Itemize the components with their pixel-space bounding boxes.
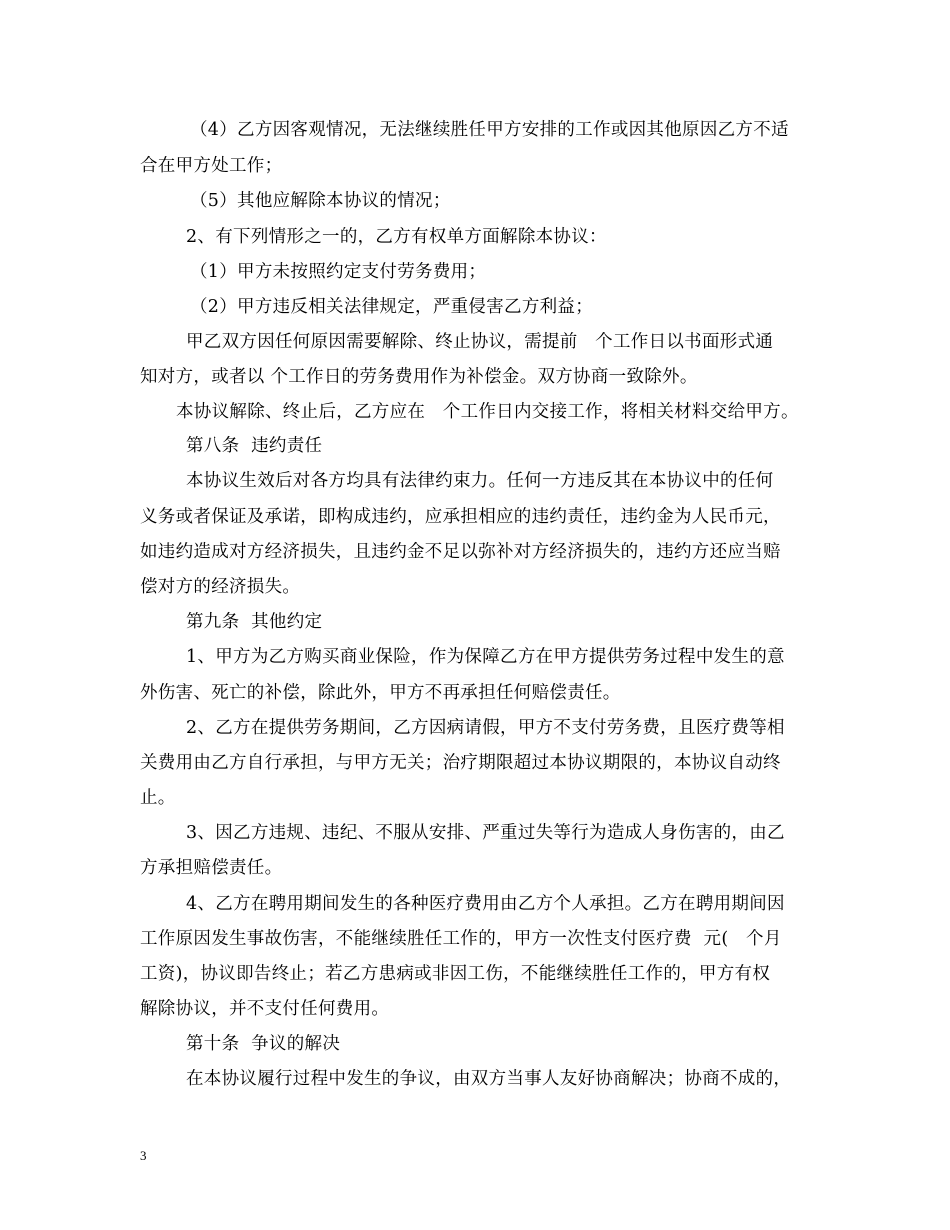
text-line: 解除协议，并不支付任何费用。 bbox=[140, 999, 390, 1019]
section-heading: 第十条 争议的解决 bbox=[186, 1034, 341, 1054]
text-line: 3、因乙方违规、违纪、不服从安排、严重过失等行为造成人身伤害的，由乙 bbox=[186, 823, 785, 843]
text-line: 合在甲方处工作； bbox=[140, 156, 283, 176]
text-line: 外伤害、死亡的补偿，除此外，甲方不再承担任何赔偿责任。 bbox=[140, 683, 621, 703]
text-line: 本协议生效后对各方均具有法律约束力。任何一方违反其在本协议中的任何 bbox=[186, 471, 774, 491]
text-line: 偿对方的经济损失。 bbox=[140, 577, 301, 597]
text-line: （4）乙方因客观情况，无法继续胜任甲方安排的工作或因其他原因乙方不适 bbox=[190, 120, 789, 140]
text-line: 4、乙方在聘用期间发生的各种医疗费用由乙方个人承担。乙方在聘用期间因 bbox=[186, 894, 785, 914]
section-heading: 第九条 其他约定 bbox=[186, 612, 323, 632]
text-line: 甲乙双方因任何原因需要解除、终止协议，需提前 个工作日以书面形式通 bbox=[186, 332, 774, 352]
text-line: 2、乙方在提供劳务期间，乙方因病请假，甲方不支付劳务费，且医疗费等相 bbox=[186, 718, 785, 738]
text-line: 在本协议履行过程中发生的争议，由双方当事人友好协商解决；协商不成的， bbox=[186, 1069, 792, 1089]
text-line: 工资)，协议即告终止；若乙方患病或非因工伤，不能继续胜任工作的，甲方有权 bbox=[140, 964, 771, 984]
text-line: 1、甲方为乙方购买商业保险，作为保障乙方在甲方提供劳务过程中发生的意 bbox=[186, 647, 785, 667]
text-line: 本协议解除、终止后，乙方应在 个工作日内交接工作，将相关材料交给甲方。 bbox=[176, 402, 799, 422]
text-line: 义务或者保证及承诺，即构成违约，应承担相应的违约责任，违约金为人民币元， bbox=[140, 507, 781, 527]
text-line: （5）其他应解除本协议的情况； bbox=[190, 191, 451, 211]
text-line: 止。 bbox=[140, 788, 176, 808]
text-line: （2）甲方违反相关法律规定，严重侵害乙方利益； bbox=[190, 297, 594, 317]
text-line: （1）甲方未按照约定支付劳务费用； bbox=[190, 262, 487, 282]
text-line: 知对方，或者以 个工作日的劳务费用作为补偿金。双方协商一致除外。 bbox=[140, 367, 698, 387]
text-line: 方承担赔偿责任。 bbox=[140, 858, 283, 878]
page-number: 3 bbox=[140, 1148, 147, 1163]
text-line: 关费用由乙方自行承担，与甲方无关；治疗期限超过本协议期限的，本协议自动终 bbox=[140, 753, 781, 773]
section-heading: 第八条 违约责任 bbox=[186, 436, 323, 456]
text-line: 如违约造成对方经济损失，且违约金不足以弥补对方经济损失的，违约方还应当赔 bbox=[140, 542, 781, 562]
text-line: 2、有下列情形之一的，乙方有权单方面解除本协议： bbox=[186, 227, 607, 247]
text-line: 工作原因发生事故伤害，不能继续胜任工作的，甲方一次性支付医疗费 元( 个月 bbox=[140, 929, 782, 949]
